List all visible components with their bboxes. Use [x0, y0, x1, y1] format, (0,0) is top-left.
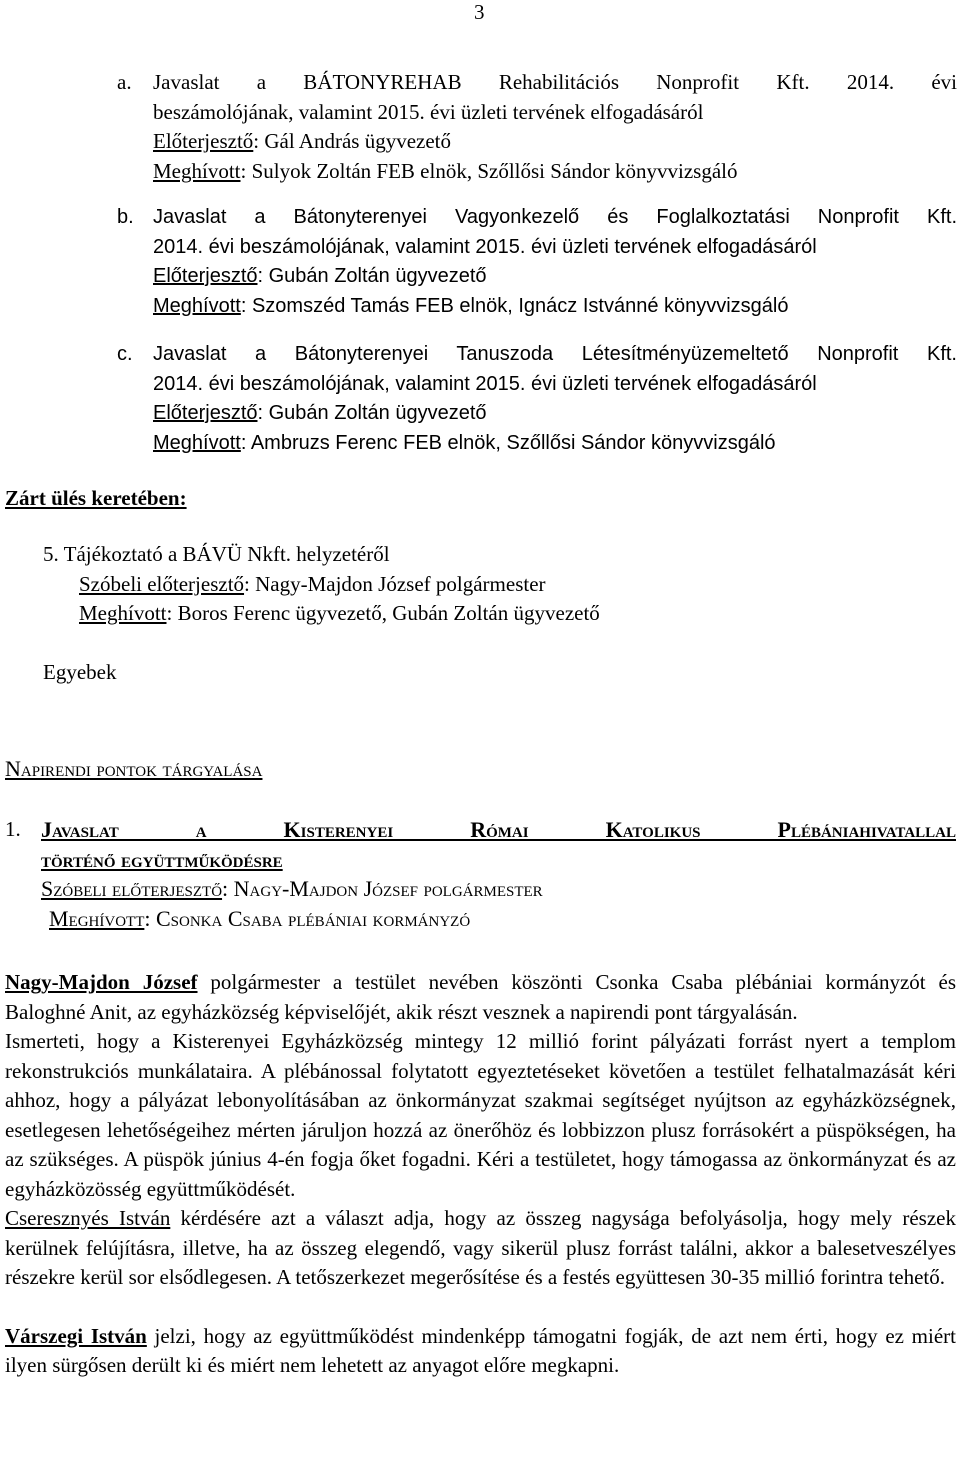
invited-label: Meghívott [79, 601, 167, 625]
speaker-name: Várszegi István [5, 1323, 147, 1348]
invited-label: Meghívott [153, 431, 241, 454]
invited-value: : Sulyok Zoltán FEB elnök, Szőllősi Sándor könyvvizsgáló [240, 158, 738, 183]
presenter-line [153, 399, 957, 429]
presenter-label: Szóbeli előterjesztő [79, 571, 245, 596]
paragraph [5, 968, 956, 1027]
invited-value: : Ambruzs Ferenc FEB elnök, Szőllősi Sándor könyvvizsgáló [240, 431, 776, 454]
invited-value: : Szomszéd Tamás FEB elnök, Ignácz Istvánné könyvvizsgáló [240, 294, 789, 317]
point-number: 1. [5, 817, 21, 841]
presenter-label: Szóbeli előterjesztő [41, 876, 223, 901]
other-items: Egyebek [43, 660, 117, 684]
invited-line [153, 157, 957, 187]
agenda-item-marker: b. [117, 206, 134, 228]
agenda-item-marker: c. [117, 343, 133, 365]
invited-line [49, 904, 956, 934]
agenda-item-title-cont: beszámolójának, valamint 2015. évi üzleti tervének elfogadásáról [153, 99, 704, 124]
paragraph-text: jelzi, hogy az együttműködést mindenképp támogatni fogják, de azt nem érti, hogy ez miért ilyen sürgősen derült ki és miért nem lehetett az anyagot előre megkapni. [5, 1323, 956, 1377]
paragraph-text: Ismerteti, hogy a Kisterenyei Egyházközség mintegy 12 millió forint pályázati forrást nyert a templom rekonstrukciós munkálataira. A plébánossal folytatott egyeztetéseket követően a testület felhatalmazását kéri ahhoz, hogy a pályázat lebonyolításában az önkormányzat szakmai segítséget nyújtson az egyházközségnek, esetlegesen lehetőségeihez mérten járuljon hozzá az önerőhöz és lobbizzon plusz forrásokért a püspökségen, ha az szükséges. A püspök június 4-én fogja őket fogadni. Kéri a testületet, hogy támogassa az önkormányzat és az egyházközösség együttműködését. [5, 1029, 956, 1201]
invited-label: Meghívott [49, 905, 145, 931]
agenda-item-title: 5. Tájékoztató a BÁVÜ Nkft. helyzetéről [43, 542, 390, 566]
speaker-name: Nagy-Majdon József [5, 970, 198, 994]
presenter-value: : Gubán Zoltán ügyvezető [257, 265, 487, 287]
agenda-item-title: Javaslat a Bátonyterenyei Tanuszoda Létesítményüzemeltető Nonprofit Kft. [153, 343, 957, 365]
presenter-line [153, 127, 957, 157]
paragraph-text: kérdésére azt a választ adja, hogy az összeg nagysága befolyásolja, hogy mely részek kerülnek felújításra, illetve, ha az összeg elegendő, vagy sikerül plusz forrást találni, akkor a balesetveszélyes részekre kerül sor elsődlegesen. A tetőszerkezet megerősítése és a festés együttesen 30-35 millió forintra tehető. [5, 1206, 956, 1289]
section-heading: Napirendi pontok tárgyalása [5, 756, 263, 781]
agenda-item-title: Javaslat a Bátonyterenyei Vagyonkezelő és Foglalkoztatási Nonprofit Kft. [153, 206, 957, 228]
presenter-label: Előterjesztő [153, 402, 258, 424]
page-number: 3 [474, 0, 485, 24]
point-title: Javaslat a Kisterenyei Római Katolikus Plébániahivatallal [41, 817, 956, 842]
minutes-body [5, 968, 956, 1381]
presenter-value: : Gubán Zoltán ügyvezető [257, 402, 487, 424]
invited-value: : Csonka Csaba plébániai kormányzó [144, 905, 471, 931]
point-title-cont: történő együttműködésre [41, 846, 283, 872]
agenda-item-title-cont: 2014. évi beszámolójának, valamint 2015. évi üzleti tervének elfogadásáról [153, 372, 817, 395]
agenda-item-title-cont: 2014. évi beszámolójának, valamint 2015. évi üzleti tervének elfogadásáról [153, 235, 817, 258]
presenter-line [153, 262, 957, 292]
invited-line [79, 599, 843, 629]
point-1-heading [5, 815, 956, 933]
presenter-value: : Nagy-Majdon József polgármester [222, 876, 543, 901]
agenda-item-b [117, 203, 957, 321]
presenter-value: : Nagy-Majdon József polgármester [244, 571, 546, 596]
paragraph [5, 1322, 956, 1381]
presenter-value: : Gál András ügyvezető [253, 129, 451, 153]
invited-line [153, 429, 957, 459]
agenda-item-title: Javaslat a BÁTONYREHAB Rehabilitációs Nonprofit Kft. 2014. évi [153, 70, 957, 94]
speaker-name: Cseresznyés István [5, 1206, 171, 1230]
invited-line [153, 292, 957, 322]
presenter-label: Előterjesztő [153, 129, 254, 153]
invited-value: : Boros Ferenc ügyvezető, Gubán Zoltán ügyvezető [166, 601, 600, 625]
paragraph [5, 1204, 956, 1293]
closed-session-heading: Zárt ülés keretében: [5, 486, 187, 510]
presenter-line [41, 874, 956, 904]
agenda-item-a [117, 68, 957, 186]
agenda-item-5 [43, 540, 843, 629]
presenter-label: Előterjesztő [153, 265, 258, 287]
agenda-item-c [117, 340, 957, 458]
paragraph [5, 1027, 956, 1204]
presenter-line [79, 570, 843, 600]
paragraph-text: polgármester a testület nevében köszönti Csonka Csaba plébániai kormányzót és Baloghné Anit, az egyházközség képviselőjét, akik részt vesznek a napirendi pont tárgyalásán. [5, 970, 956, 1024]
invited-label: Meghívott [153, 158, 241, 183]
agenda-item-marker: a. [117, 70, 132, 94]
invited-label: Meghívott [153, 294, 241, 317]
